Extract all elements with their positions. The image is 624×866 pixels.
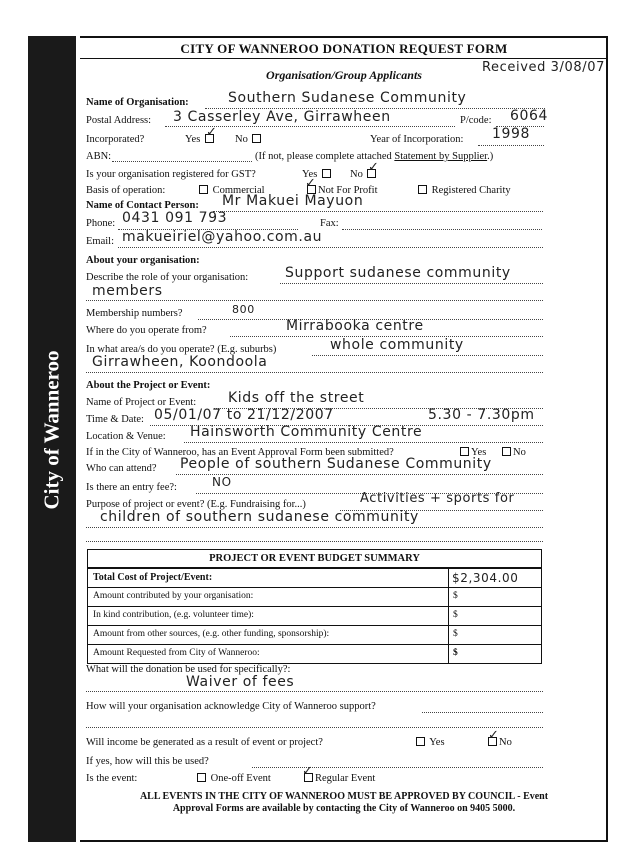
year-label: Year of Incorporation: bbox=[370, 134, 464, 145]
incorporated-yes-tick-icon: ✓ bbox=[206, 125, 217, 140]
acknowledge-line-2 bbox=[86, 727, 543, 728]
budget-row-label: Amount Requested from City of Wanneroo: bbox=[93, 648, 260, 658]
year-line bbox=[478, 145, 544, 146]
event-type-label: Is the event: bbox=[86, 773, 138, 784]
statement-supplier-link[interactable]: Statement by Supplier bbox=[394, 151, 488, 162]
footer-line-2: Approval Forms are available by contacting the City of Wanneroo on 9405 5000. bbox=[172, 803, 516, 814]
commercial-checkbox[interactable] bbox=[199, 185, 208, 194]
attend-value[interactable]: People of southern Sudanese Community bbox=[180, 456, 492, 472]
fee-value[interactable]: NO bbox=[212, 475, 232, 489]
table-row bbox=[88, 606, 541, 625]
ifyes-line bbox=[252, 767, 543, 768]
approval-yes[interactable]: Yes bbox=[458, 447, 486, 459]
location-value[interactable]: Hainsworth Community Centre bbox=[190, 424, 423, 440]
table-row bbox=[88, 568, 541, 587]
income-label: Will income be generated as a result of event or project? bbox=[86, 737, 323, 748]
where-value[interactable]: Mirrabooka centre bbox=[286, 318, 424, 334]
abn-line bbox=[112, 161, 252, 162]
gst-yes[interactable]: Yes bbox=[302, 169, 333, 181]
location-line bbox=[184, 442, 543, 443]
incorporated-no-checkbox[interactable] bbox=[252, 134, 261, 143]
donation-line bbox=[86, 691, 543, 692]
role-label: Describe the role of your organisation: bbox=[86, 272, 249, 283]
area-line bbox=[312, 355, 543, 356]
org-name-value[interactable]: Southern Sudanese Community bbox=[228, 90, 467, 106]
budget-row-label: Amount from other sources, (e.g. other funding, sponsorship): bbox=[93, 629, 330, 639]
no-label: No bbox=[235, 134, 248, 145]
donation-value[interactable]: Waiver of fees bbox=[186, 674, 295, 690]
fee-label: Is there an entry fee?: bbox=[86, 482, 177, 493]
event-oneoff[interactable]: One-off Event bbox=[195, 773, 271, 785]
area-label: In what area/s do you operate? (E.g. suburbs) bbox=[86, 344, 277, 355]
approval-no[interactable]: No bbox=[500, 447, 526, 459]
role-line bbox=[280, 283, 543, 284]
project-name-label: Name of Project or Event: bbox=[86, 397, 197, 408]
contact-label: Name of Contact Person: bbox=[86, 200, 199, 211]
budget-row-amount[interactable]: $ bbox=[453, 591, 458, 601]
income-no-tick-icon: ✓ bbox=[488, 728, 499, 743]
postal-value[interactable]: 3 Casserley Ave, Girrawheen bbox=[173, 109, 391, 125]
basis-commercial[interactable]: Commercial bbox=[197, 185, 265, 197]
yes-label: Yes bbox=[185, 134, 201, 145]
postcode-label: P/code: bbox=[460, 115, 492, 126]
purpose-label: Purpose of project or event? (E.g. Fundraising for...) bbox=[86, 499, 306, 510]
basis-label: Basis of operation: bbox=[86, 185, 166, 196]
postcode-value[interactable]: 6064 bbox=[510, 108, 549, 124]
budget-row-amount[interactable]: $2,304.00 bbox=[452, 571, 519, 585]
budget-table bbox=[87, 549, 542, 664]
role-line-2 bbox=[86, 300, 543, 301]
attend-label: Who can attend? bbox=[86, 463, 157, 474]
purpose-value-2[interactable]: children of southern sudanese community bbox=[100, 509, 419, 525]
budget-row-label: In kind contribution, (e.g. volunteer time): bbox=[93, 610, 254, 620]
phone-value[interactable]: 0431 091 793 bbox=[122, 210, 228, 226]
approval-no-checkbox[interactable] bbox=[502, 447, 511, 456]
table-row bbox=[88, 587, 541, 606]
postal-label: Postal Address: bbox=[86, 115, 152, 126]
regular-tick-icon: ✓ bbox=[302, 764, 313, 779]
time-value[interactable]: 05/01/07 to 21/12/2007 bbox=[154, 407, 334, 423]
nfp-tick-icon: ✓ bbox=[305, 176, 316, 191]
membership-value[interactable]: 800 bbox=[232, 303, 255, 316]
where-label: Where do you operate from? bbox=[86, 325, 207, 336]
area-value-2[interactable]: Girrawheen, Koondoola bbox=[92, 354, 268, 370]
ifyes-label: If yes, how will this be used? bbox=[86, 756, 209, 767]
gst-no[interactable]: No bbox=[350, 169, 378, 181]
purpose-line-2 bbox=[86, 527, 543, 528]
approval-yes-checkbox[interactable] bbox=[460, 447, 469, 456]
gst-yes-checkbox[interactable] bbox=[322, 169, 331, 178]
fax-line bbox=[342, 229, 542, 230]
income-no[interactable]: No bbox=[486, 737, 512, 749]
email-value[interactable]: makueiriel@yahoo.com.au bbox=[122, 229, 323, 245]
budget-row-label: Total Cost of Project/Event: bbox=[93, 572, 213, 583]
incorporated-label: Incorporated? bbox=[86, 134, 145, 145]
contact-line bbox=[213, 211, 543, 212]
title-divider bbox=[80, 58, 608, 59]
time-value-2[interactable]: 5.30 - 7.30pm bbox=[428, 407, 535, 423]
income-yes-checkbox[interactable] bbox=[416, 737, 425, 746]
gst-label: Is your organisation registered for GST? bbox=[86, 169, 256, 180]
role-value-1[interactable]: Support sudanese community bbox=[285, 265, 511, 281]
email-line bbox=[118, 247, 543, 248]
purpose-line-3 bbox=[86, 541, 543, 542]
basis-charity[interactable]: Registered Charity bbox=[416, 185, 511, 197]
table-row bbox=[88, 625, 541, 644]
abn-note: (If not, please complete attached Statement by Supplier.) bbox=[255, 151, 494, 162]
role-value-2[interactable]: members bbox=[92, 283, 163, 299]
acknowledge-label: How will your organisation acknowledge City of Wanneroo support? bbox=[86, 701, 376, 712]
purpose-value-1[interactable]: Activities + sports for bbox=[360, 491, 515, 506]
event-regular[interactable]: Regular Event bbox=[302, 773, 375, 785]
email-label: Email: bbox=[86, 236, 114, 247]
contact-value[interactable]: Mr Makuei Mayuon bbox=[222, 193, 364, 209]
acknowledge-line bbox=[422, 712, 543, 713]
budget-row-label: Amount contributed by your organisation: bbox=[93, 591, 254, 601]
project-name-value[interactable]: Kids off the street bbox=[228, 390, 365, 406]
area-line-2 bbox=[86, 372, 543, 373]
budget-title: PROJECT OR EVENT BUDGET SUMMARY bbox=[88, 550, 541, 568]
fax-label: Fax: bbox=[320, 218, 339, 229]
income-yes[interactable]: Yes bbox=[414, 737, 445, 749]
budget-row-amount[interactable]: $ bbox=[453, 610, 458, 620]
oneoff-checkbox[interactable] bbox=[197, 773, 206, 782]
approval-label: If in the City of Wanneroo, has an Event Approval Form been submitted? bbox=[86, 447, 394, 458]
location-label: Location & Venue: bbox=[86, 431, 166, 442]
incorporated-no[interactable] bbox=[235, 134, 263, 146]
charity-checkbox[interactable] bbox=[418, 185, 427, 194]
received-note: Received 3/08/07 bbox=[482, 60, 605, 75]
about-org-heading: About your organisation: bbox=[86, 255, 200, 266]
sidebar-title: City of Wanneroo bbox=[39, 350, 64, 510]
org-name-label: Name of Organisation: bbox=[86, 97, 189, 108]
abn-label: ABN: bbox=[86, 151, 112, 162]
about-project-heading: About the Project or Event: bbox=[86, 380, 211, 391]
budget-row-amount[interactable]: $ bbox=[453, 648, 458, 658]
area-value-1[interactable]: whole community bbox=[330, 337, 464, 353]
form-title: CITY OF WANNEROO DONATION REQUEST FORM bbox=[180, 41, 508, 56]
budget-row-amount[interactable]: $ bbox=[453, 629, 458, 639]
phone-label: Phone: bbox=[86, 218, 116, 229]
basis-nfp[interactable]: Not For Profit bbox=[305, 185, 378, 197]
year-value[interactable]: 1998 bbox=[492, 126, 531, 142]
table-row bbox=[88, 644, 541, 663]
donation-label: What will the donation be used for specifically?: bbox=[86, 664, 291, 675]
time-label: Time & Date: bbox=[86, 414, 144, 425]
form-subtitle: Organisation/Group Applicants bbox=[266, 68, 422, 82]
gst-no-tick-icon: ✓ bbox=[368, 160, 379, 175]
membership-label: Membership numbers? bbox=[86, 308, 183, 319]
footer-line-1: ALL EVENTS IN THE CITY OF WANNEROO MUST BE APPROVED BY COUNCIL - Event bbox=[139, 791, 549, 802]
